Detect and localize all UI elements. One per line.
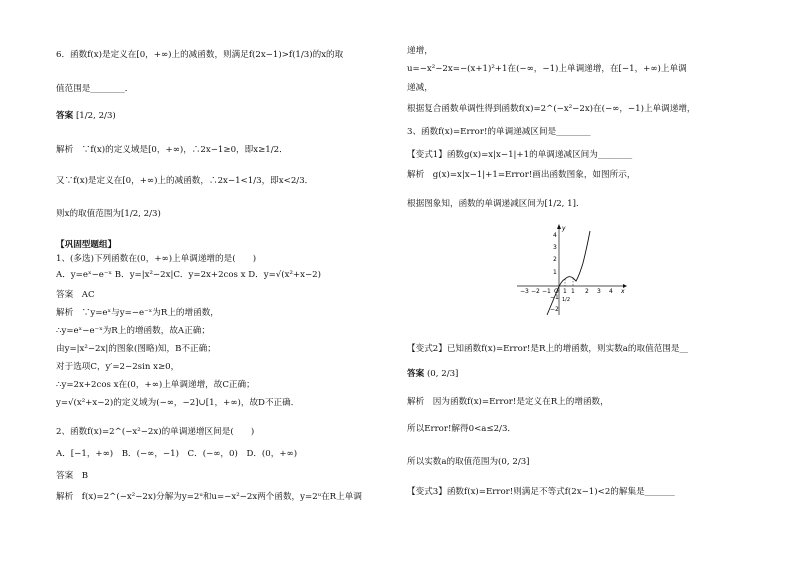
origin-label: O — [554, 288, 559, 295]
variant-3: 【变式3】函数f(x)=Error!则满足不等式f(2x−1)<2的解集是_______ — [407, 487, 675, 497]
question-2-options: A．[−1，+∞) B．(−∞，−1) C．(−∞，0) D．(0，+∞) — [56, 449, 298, 459]
y-tick-label: 4 — [553, 232, 557, 239]
q1-solution-1: 解析 ∵y=eˣ与y=−e⁻ˣ为R上的增函数， — [56, 308, 219, 318]
y-tick-label: 1 — [553, 269, 557, 276]
variant-2-solution-2: 所以Error!解得0<a≤2/3． — [407, 424, 517, 434]
q1-solution-3: 由y=|x²−2x|的图象(图略)知，B不正确； — [56, 344, 216, 354]
q2-answer: 答案 B — [56, 471, 89, 481]
variant-1-conclusion: 根据图象知，函数的单调递减区间为[1/2, 1]． — [407, 199, 585, 209]
x-tick-label: −2 — [531, 288, 540, 295]
answer-label: 答案 — [56, 111, 74, 121]
right-line-2: u=−x²−2x=−(x+1)²+1在(−∞，−1)上单调递增，在[−1，+∞)上单调 — [407, 64, 687, 74]
variant-2-answer — [407, 369, 458, 380]
answer-label: 答案 — [407, 369, 425, 379]
q6-answer — [56, 111, 116, 122]
answer-value: (0, 2/3] — [426, 369, 459, 379]
x-tick-label: 1 — [571, 288, 575, 295]
x-axis-label: x — [621, 288, 625, 295]
q1-solution-6: y=√(x²+x−2)的定义域为(−∞，−2]∪[1，+∞)，故D不正确． — [56, 398, 300, 408]
x-tick-label: 1 — [563, 288, 567, 295]
x-tick-label: 3 — [597, 288, 601, 295]
q1-solution-2: ∴y=eˣ−e⁻ˣ为R上的增函数，故A正确； — [56, 326, 210, 336]
right-line-3: 递减， — [407, 83, 433, 93]
x-tick-label: −3 — [520, 288, 529, 295]
y-tick-label: 2 — [553, 256, 557, 263]
y-axis-label: y — [562, 225, 566, 232]
x-tick-label: −1 — [542, 288, 551, 295]
q1-answer: 答案 AC — [56, 290, 95, 300]
q6-solution-1: 解析 ∵f(x)的定义域是[0，+∞)，∴2x−1≥0，即x≥1/2． — [56, 145, 288, 155]
section-heading: 【巩固型题组】 — [56, 240, 117, 250]
question-6: 6．函数f(x)是定义在[0，+∞)上的减函数，则满足f(2x−1)>f(1/3)的x的取 — [56, 50, 344, 60]
function-graph — [513, 223, 629, 319]
q6-solution-2: 又∵f(x)是定义在[0，+∞)上的减函数，∴2x−1<1/3，即x<2/3． — [56, 176, 314, 186]
right-line-4: 根据复合函数单调性得到函数f(x)=2^(−x²−2x)在(−∞，−1)上单调递增， — [407, 104, 696, 114]
question-6-cont: 值范围是________． — [56, 84, 134, 94]
half-label: 1/2 — [562, 297, 571, 303]
question-1: 1、(多选)下列函数在(0，+∞)上单调递增的是( ) — [56, 254, 257, 264]
question-1-options: A．y=eˣ−e⁻ˣ B．y=|x²−2x|C．y=2x+2cos x D．y=√(x²+x−2) — [56, 270, 321, 280]
right-line-1: 递增， — [407, 46, 433, 56]
q6-solution-3: 则x的取值范围为[1/2, 2/3) — [56, 209, 161, 219]
x-tick-label: 4 — [609, 288, 613, 295]
variant-2-conclusion: 所以实数a的取值范围为(0, 2/3] — [407, 457, 530, 467]
variant-2: 【变式2】已知函数f(x)=Error!是R上的增函数，则实数a的取值范围是__ — [407, 344, 689, 354]
y-tick-label: 3 — [553, 244, 557, 251]
y-axis-arrow — [557, 224, 561, 229]
y-tick-label: −2 — [550, 306, 559, 313]
question-3: 3、函数f(x)=Error!的单调递减区间是________ — [407, 127, 591, 137]
variant-1: 【变式1】函数g(x)=x|x−1|+1的单调递减区间为________ — [407, 150, 633, 160]
answer-value: [1/2, 2/3) — [75, 111, 116, 121]
variant-1-solution: 解析 g(x)=x|x−1|+1=Error!画出函数图象，如图所示， — [407, 170, 636, 180]
y-tick-label: −1 — [550, 294, 559, 301]
variant-2-solution-1: 解析 因为函数f(x)=Error!是定义在R上的增函数， — [407, 397, 609, 407]
question-2: 2、函数f(x)=2^(−x²−2x)的单调递增区间是( ) — [56, 427, 255, 437]
x-tick-label: 2 — [585, 288, 589, 295]
q1-solution-5: ∴y=2x+2cos x在(0，+∞)上单调递增，故C正确； — [56, 380, 255, 390]
q1-solution-4: 对于选项C，y′=2−2sin x≥0， — [56, 362, 180, 372]
q2-solution-1: 解析 f(x)=2^(−x²−2x)分解为y=2ᵘ和u=−x²−2x两个函数，y=2ᵘ在R上单调 — [56, 492, 362, 502]
